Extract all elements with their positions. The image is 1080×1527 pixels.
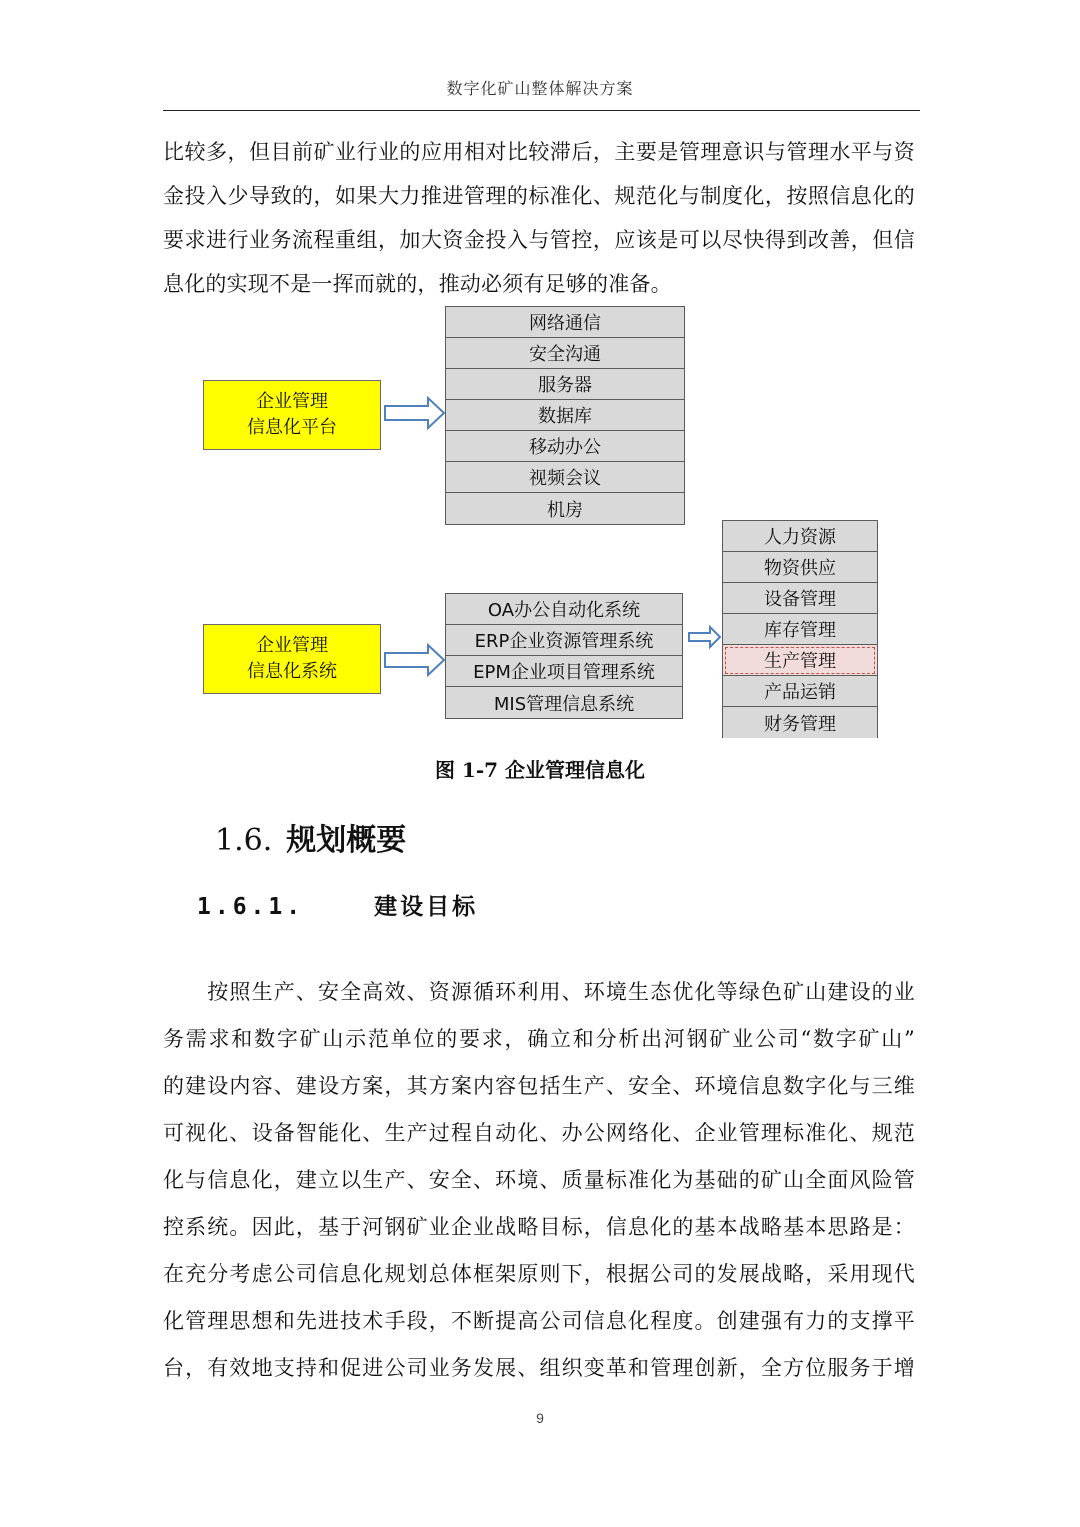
erp-module-item: 人力资源	[723, 521, 877, 552]
subsection-number: 1.6.1.	[197, 894, 305, 920]
text-line: 化管理思想和先进技术手段，不断提高公司信息化程度。创建强有力的支撑平	[163, 1309, 915, 1333]
erp-module-item-highlighted: 生产管理	[723, 645, 877, 676]
text-line: 控系统。因此，基于河钢矿业企业战略目标，信息化的基本战略基本思路是：	[163, 1215, 915, 1239]
platform-item: 服务器	[446, 369, 684, 400]
section-title: 规划概要	[286, 823, 407, 858]
platform-arrow-icon	[384, 396, 446, 430]
page-number: 9	[536, 1410, 544, 1426]
platform-item: 网络通信	[446, 307, 684, 338]
platform-item: 移动办公	[446, 431, 684, 462]
platform-item: 安全沟通	[446, 338, 684, 369]
system-label-line2: 信息化系统	[247, 661, 337, 682]
subsection-heading	[197, 888, 478, 921]
erp-module-item: 财务管理	[723, 707, 877, 738]
platform-label-box	[203, 380, 381, 450]
platform-item: 机房	[446, 493, 684, 524]
text-line: 按照生产、安全高效、资源循环利用、环境生态优化等绿色矿山建设的业	[163, 980, 915, 1004]
section-heading	[215, 815, 406, 859]
system-item: EPM企业项目管理系统	[446, 656, 682, 687]
erp-module-item: 库存管理	[723, 614, 877, 645]
system-arrow-icon	[384, 643, 446, 677]
text-line: 台，有效地支持和促进公司业务发展、组织变革和管理创新，全方位服务于增	[163, 1356, 915, 1380]
text-line: 务需求和数字矿山示范单位的要求，确立和分析出河钢矿业公司“数字矿山”	[163, 1027, 915, 1051]
erp-modules-stack	[722, 520, 878, 738]
platform-label-line2: 信息化平台	[247, 417, 337, 438]
subsection-title: 建设目标	[374, 894, 479, 920]
erp-arrow-icon	[688, 625, 722, 649]
system-label-line1: 企业管理	[256, 635, 328, 656]
intro-paragraph	[163, 130, 915, 306]
text-line: 化与信息化，建立以生产、安全、环境、质量标准化为基础的矿山全面风险管	[163, 1168, 915, 1192]
system-item: ERP企业资源管理系统	[446, 625, 682, 656]
text-line: 可视化、设备智能化、生产过程自动化、办公网络化、企业管理标准化、规范	[163, 1121, 915, 1145]
system-items-stack	[445, 593, 683, 719]
erp-module-item: 物资供应	[723, 552, 877, 583]
body-paragraph	[163, 969, 915, 1392]
running-header: 数字化矿山整体解决方案	[446, 79, 634, 98]
platform-item: 视频会议	[446, 462, 684, 493]
erp-module-item: 设备管理	[723, 583, 877, 614]
text-line: 要求进行业务流程重组，加大资金投入与管控，应该是可以尽快得到改善，但信	[163, 228, 915, 252]
text-line: 息化的实现不是一挥而就的，推动必须有足够的准备。	[163, 272, 672, 296]
system-item: MIS管理信息系统	[446, 687, 682, 718]
platform-item: 数据库	[446, 400, 684, 431]
text-line: 金投入少导致的，如果大力推进管理的标准化、规范化与制度化，按照信息化的	[163, 184, 915, 208]
system-item: OA办公自动化系统	[446, 594, 682, 625]
header-divider	[163, 110, 920, 111]
section-number: 1.6.	[215, 823, 273, 858]
figure-caption: 图 1-7 企业管理信息化	[434, 758, 646, 782]
text-line: 在充分考虑公司信息化规划总体框架原则下，根据公司的发展战略，采用现代	[163, 1262, 915, 1286]
platform-label-line1: 企业管理	[256, 391, 328, 412]
erp-module-item: 产品运销	[723, 676, 877, 707]
system-label-box	[203, 624, 381, 694]
text-line: 比较多，但目前矿业行业的应用相对比较滞后，主要是管理意识与管理水平与资	[163, 140, 915, 164]
text-line: 的建设内容、建设方案，其方案内容包括生产、安全、环境信息数字化与三维	[163, 1074, 915, 1098]
platform-items-stack	[445, 306, 685, 525]
